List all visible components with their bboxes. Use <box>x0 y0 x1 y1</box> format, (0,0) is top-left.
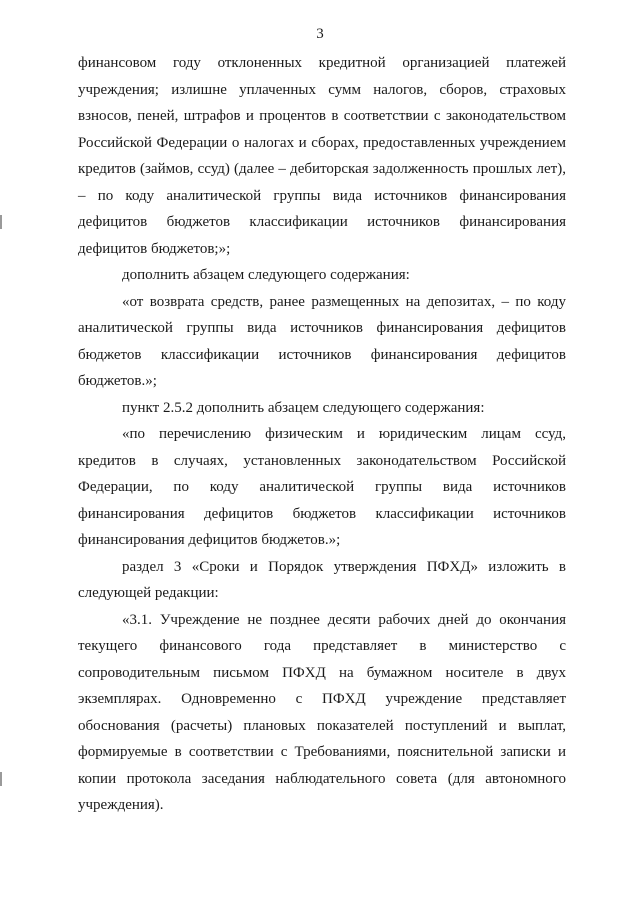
paragraph-item-2-5-2: пункт 2.5.2 дополнить абзацем следующего содержания: <box>122 399 485 416</box>
paragraph-deposit-return: «от возврата средств, ранее размещенных на депозитах, – по коду аналитической группы вида источников финансирования дефицитов бюджетов классификации источников финансирования дефицитов бюджетов.»; <box>78 293 566 389</box>
paragraph-3-1: «3.1. Учреждение не позднее десяти рабочих дней до окончания текущего финансового года представляет в министерство с сопроводительным письмом ПФХД на бумажном носителе в двух экземплярах. Одновременно с ПФХД учреждение представляет обоснования (расчеты) плановых показателей поступлений и выплат, формируемые в соответствии с Требованиями, пояснительной записки и копии протокола заседания наблюдательного совета (для автономного учреждения). <box>78 611 566 813</box>
page-number: 3 <box>316 26 324 42</box>
scan-edge-mark <box>0 772 2 786</box>
paragraph-loans-transfer: «по перечислению физическим и юридическим лицам ссуд, кредитов в случаях, установленных законодательством Российской Федерации, по коду аналитической группы вида источников финансирования дефицитов бюджетов классификации источников финансирования дефицитов бюджетов.»; <box>78 426 566 548</box>
document-body <box>78 50 566 819</box>
paragraph-debt-continuation: финансовом году отклоненных кредитной организацией платежей учреждения; излишне уплаченных сумм налогов, сборов, страховых взносов, пеней, штрафов и процентов в соответствии с законодательством Российской Федерации о налогах и сборах, предоставленных учреждением кредитов (займов, ссуд) (далее – дебиторская задолженность прошлых лет), – по коду аналитической группы вида источников финансирования дефицитов бюджетов классификации источников финансирования дефицитов бюджетов;»; <box>78 55 566 257</box>
paragraph-add-clause: дополнить абзацем следующего содержания: <box>122 267 410 283</box>
scan-edge-mark <box>0 215 2 229</box>
paragraph-section-3: раздел 3 «Сроки и Порядок утверждения ПФХД» изложить в следующей редакции: <box>78 558 566 601</box>
